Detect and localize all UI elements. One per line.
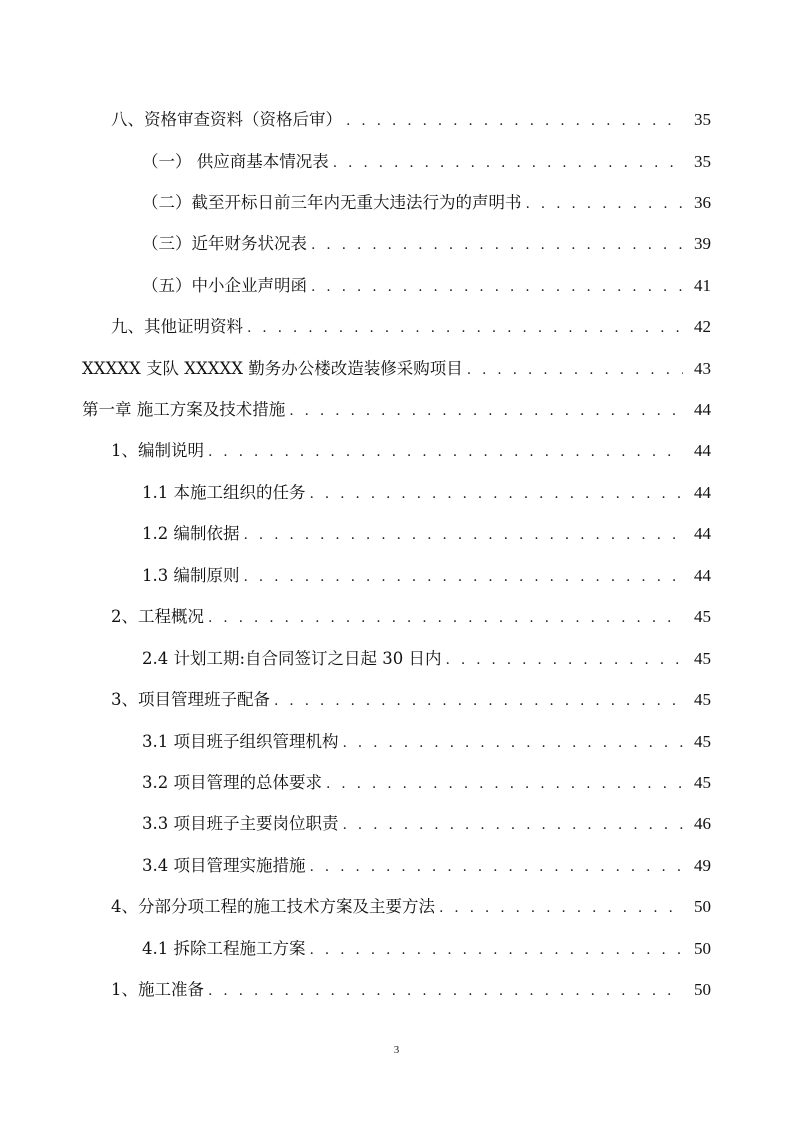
toc-entry[interactable] bbox=[111, 312, 711, 338]
toc-entry-page: 44 bbox=[694, 441, 711, 460]
toc-entry-page: 45 bbox=[694, 773, 711, 792]
toc-entry-title: 2、工程概况 bbox=[111, 607, 204, 626]
toc-entry-title: （三）近年财务状况表 bbox=[142, 234, 307, 253]
toc-leader-dots bbox=[208, 442, 683, 462]
toc-entry[interactable] bbox=[142, 644, 711, 670]
toc-entry-title: （二）截至开标日前三年内无重大违法行为的声明书 bbox=[142, 193, 522, 212]
toc-leader-dots bbox=[343, 733, 684, 753]
toc-entry-title: 八、资格审查资料（资格后审） bbox=[111, 110, 342, 129]
toc-entry-title: 1.3 编制原则 bbox=[142, 566, 240, 585]
toc-entry[interactable] bbox=[142, 934, 711, 960]
toc-leader-dots bbox=[346, 111, 683, 131]
toc-entry[interactable] bbox=[142, 147, 711, 173]
toc-entry-title: 4.1 拆除工程施工方案 bbox=[142, 939, 306, 958]
toc-entry-page: 50 bbox=[694, 897, 711, 916]
toc-entry[interactable] bbox=[142, 809, 711, 835]
toc-entry-page: 35 bbox=[694, 110, 711, 129]
toc-entry[interactable] bbox=[142, 727, 711, 753]
toc-entry[interactable] bbox=[111, 975, 711, 1001]
toc-entry-title: （一） 供应商基本情况表 bbox=[142, 152, 329, 171]
toc-leader-dots bbox=[333, 153, 683, 173]
toc-leader-dots bbox=[244, 567, 684, 587]
toc-entry[interactable] bbox=[142, 768, 711, 794]
toc-leader-dots bbox=[247, 318, 683, 338]
toc-entry-title: 九、其他证明资料 bbox=[111, 317, 243, 336]
toc-entry-title: 第一章 施工方案及技术措施 bbox=[82, 400, 286, 419]
toc-entry[interactable] bbox=[111, 685, 711, 711]
toc-leader-dots bbox=[289, 401, 683, 421]
toc-entry-title: 1.2 编制依据 bbox=[142, 524, 240, 543]
page-number: 3 bbox=[393, 1044, 400, 1056]
toc-entry-page: 35 bbox=[694, 152, 711, 171]
toc-entry[interactable] bbox=[111, 436, 711, 462]
toc-leader-dots bbox=[311, 235, 683, 255]
toc-leader-dots bbox=[326, 774, 683, 794]
toc-entry-title: 1、施工准备 bbox=[111, 980, 204, 999]
toc-entry-page: 45 bbox=[694, 649, 711, 668]
toc-entry-page: 42 bbox=[694, 317, 711, 336]
toc-entry-page: 45 bbox=[694, 690, 711, 709]
toc-leader-dots bbox=[310, 484, 684, 504]
toc-entry-title: 3.1 项目班子组织管理机构 bbox=[142, 732, 339, 751]
toc-leader-dots bbox=[446, 650, 683, 670]
toc-leader-dots bbox=[208, 608, 683, 628]
toc-entry-page: 50 bbox=[694, 980, 711, 999]
toc-entry-title: 3.2 项目管理的总体要求 bbox=[142, 773, 322, 792]
toc-entry[interactable] bbox=[142, 561, 711, 587]
toc-entry[interactable] bbox=[111, 105, 711, 131]
toc-entry[interactable] bbox=[142, 519, 711, 545]
toc-leader-dots bbox=[467, 360, 683, 380]
toc-entry-page: 49 bbox=[694, 856, 711, 875]
toc-entry-page: 45 bbox=[694, 607, 711, 626]
toc-leader-dots bbox=[311, 277, 683, 297]
toc-entry[interactable] bbox=[142, 478, 711, 504]
toc-entry-title: 3.3 项目班子主要岗位职责 bbox=[142, 814, 339, 833]
toc-leader-dots bbox=[208, 981, 683, 1001]
toc-leader-dots bbox=[526, 194, 684, 214]
toc-entry-page: 45 bbox=[694, 732, 711, 751]
toc-entry-title: 3.4 项目管理实施措施 bbox=[142, 856, 306, 875]
toc-entry-page: 36 bbox=[694, 193, 711, 212]
toc-entry-page: 41 bbox=[694, 276, 711, 295]
toc-leader-dots bbox=[244, 525, 684, 545]
toc-entry-title: 3、项目管理班子配备 bbox=[111, 690, 270, 709]
toc-leader-dots bbox=[310, 857, 684, 877]
toc-entry[interactable] bbox=[142, 188, 711, 214]
toc-leader-dots bbox=[274, 691, 683, 711]
toc-entry-page: 50 bbox=[694, 939, 711, 958]
toc-entry[interactable] bbox=[142, 851, 711, 877]
toc-leader-dots bbox=[310, 940, 684, 960]
toc-entry-page: 44 bbox=[694, 566, 711, 585]
toc-entry-title: 1.1 本施工组织的任务 bbox=[142, 483, 306, 502]
toc-entry-title: XXXXX 支队 XXXXX 勤务办公楼改造装修采购项目 bbox=[82, 359, 463, 378]
toc-leader-dots bbox=[343, 815, 684, 835]
toc-entry[interactable] bbox=[142, 229, 711, 255]
toc-entry-page: 39 bbox=[694, 234, 711, 253]
toc-entry[interactable] bbox=[82, 354, 711, 380]
toc-entry-page: 44 bbox=[694, 524, 711, 543]
toc-entry[interactable] bbox=[111, 892, 711, 918]
toc-entry[interactable] bbox=[111, 602, 711, 628]
toc-entry[interactable] bbox=[82, 395, 711, 421]
toc-entry-title: 2.4 计划工期:自合同签订之日起 30 日内 bbox=[142, 649, 442, 668]
toc-entry-page: 44 bbox=[694, 483, 711, 502]
toc-entry-title: （五）中小企业声明函 bbox=[142, 276, 307, 295]
toc-entry-page: 46 bbox=[694, 814, 711, 833]
toc-entry-title: 4、分部分项工程的施工技术方案及主要方法 bbox=[111, 897, 435, 916]
toc-leader-dots bbox=[439, 898, 683, 918]
toc-entry-page: 43 bbox=[694, 359, 711, 378]
toc-entry-title: 1、编制说明 bbox=[111, 441, 204, 460]
toc-entry-page: 44 bbox=[694, 400, 711, 419]
toc-entry[interactable] bbox=[142, 271, 711, 297]
